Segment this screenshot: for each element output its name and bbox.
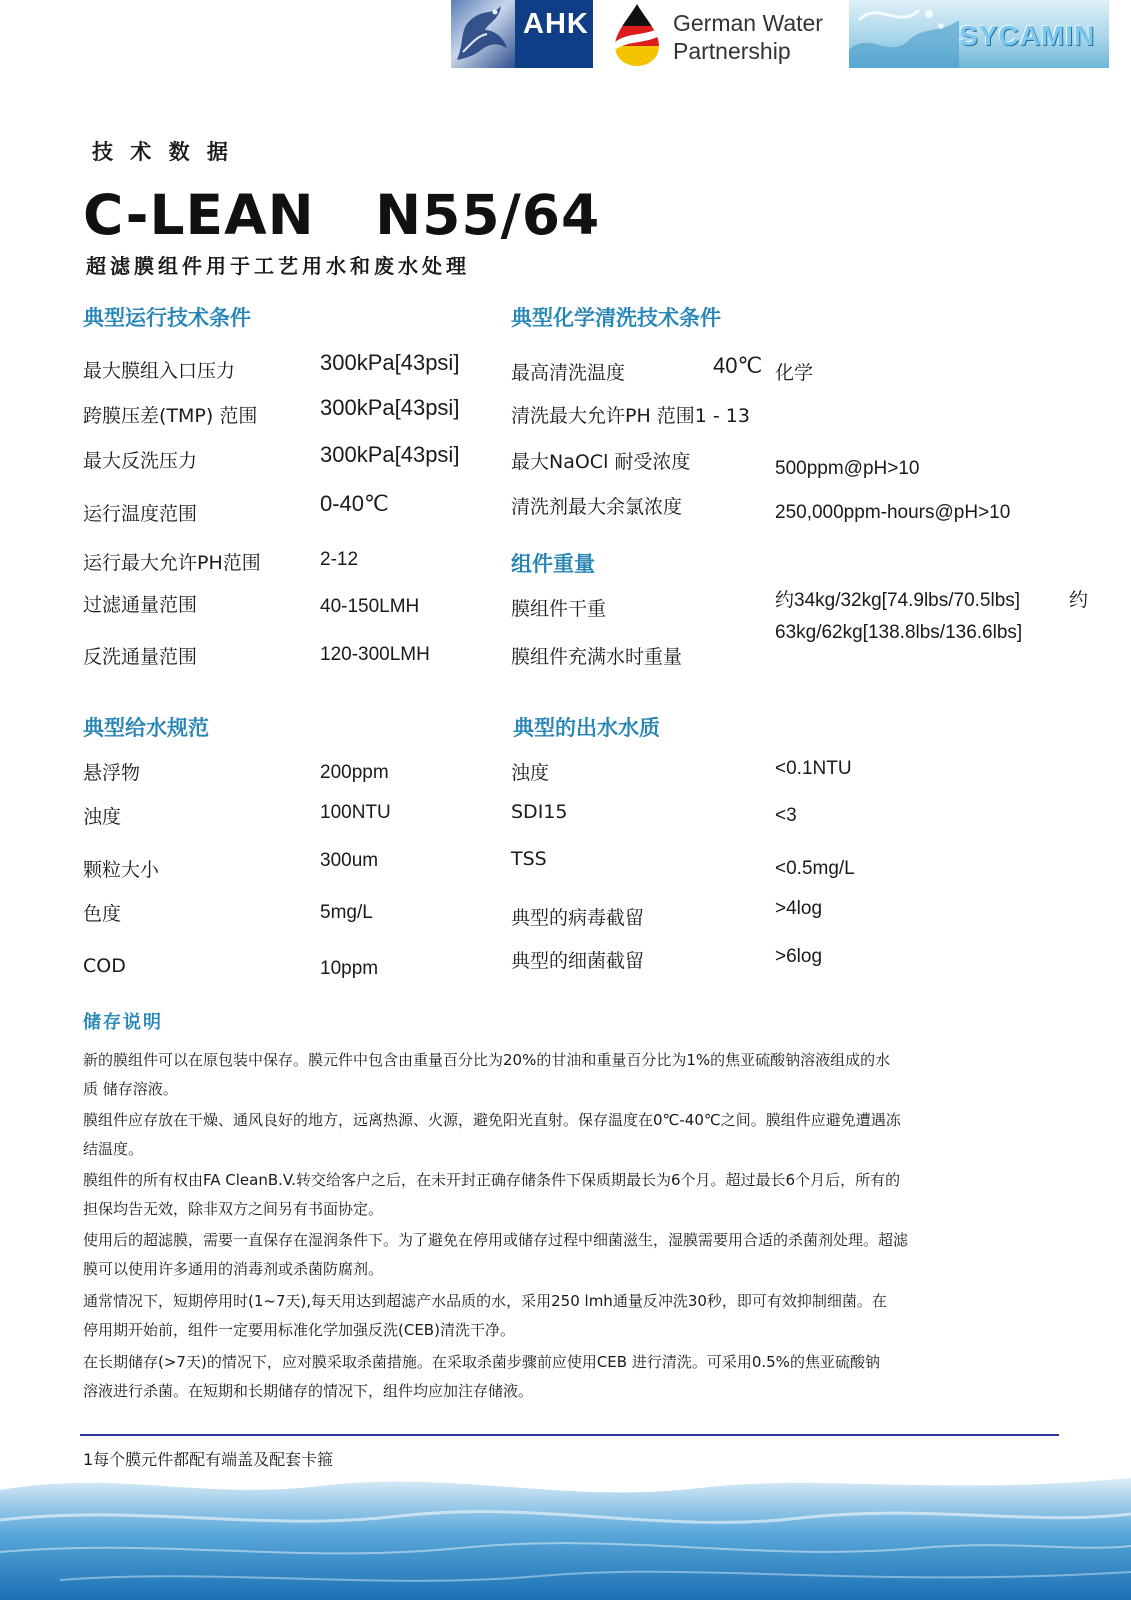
operation-heading: 典型运行技术条件 — [83, 306, 251, 330]
water-wave-background — [0, 1460, 1131, 1600]
product-subtitle: 超滤膜组件用于工艺用水和废水处理 — [86, 254, 470, 278]
weight-heading: 组件重量 — [511, 552, 595, 576]
operation-label: 运行温度范围 — [83, 503, 198, 525]
cleaning-heading: 典型化学清洗技术条件 — [511, 306, 721, 330]
operation-label: 运行最大允许PH范围 — [83, 552, 261, 574]
ahk-wordmark: AHK — [515, 0, 593, 68]
cleaning-value: 500ppm@pH>10 — [775, 458, 920, 479]
gwp-line-1: German Water — [673, 10, 823, 36]
footnote: 1每个膜元件都配有端盖及配套卡箍 — [83, 1450, 334, 1469]
cleaning-label: 清洗剂最大余氯浓度 — [511, 496, 683, 518]
feed-value: 10ppm — [320, 958, 379, 979]
operation-value: 40-150LMH — [320, 596, 420, 617]
flag-drop-icon — [611, 2, 663, 68]
operation-label: 最大膜组入口压力 — [83, 360, 236, 382]
paragraph-line: 停用期开始前，组件一定要用标准化学加强反洗(CEB)清洗干净。 — [83, 1321, 515, 1339]
effluent-value: >4log — [775, 898, 823, 919]
storage-paragraph — [83, 1046, 1003, 1104]
cleaning-label: 最大NaOCl 耐受浓度 — [511, 451, 691, 473]
ahk-logo — [451, 0, 593, 68]
effluent-value: <0.5mg/L — [775, 858, 855, 879]
storage-paragraph — [83, 1348, 1003, 1406]
cleaning-label: 清洗最大允许PH 范围1 - 13 — [511, 405, 750, 427]
paragraph-line: 通常情况下，短期停用时(1~7天),每天用达到超滤产水品质的水，采用250 lmh通量反冲洗30秒，即可有效抑制细菌。在 — [83, 1292, 887, 1310]
weight-label: 膜组件干重 — [511, 598, 607, 620]
storage-paragraph — [83, 1106, 1003, 1164]
gwp-line-2: Partnership — [673, 38, 791, 64]
sycamin-logo — [849, 0, 1109, 68]
feed-label: 浊度 — [83, 806, 122, 828]
paragraph-line: 使用后的超滤膜，需要一直保存在湿润条件下。为了避免在停用或储存过程中细菌滋生，湿膜需要用合适的杀菌剂处理。超滤 — [83, 1231, 909, 1249]
feed-value: 300um — [320, 850, 379, 871]
storage-heading: 储存说明 — [83, 1012, 163, 1033]
paragraph-line: 结温度。 — [83, 1140, 144, 1158]
weight-extra: 约 — [1069, 589, 1089, 611]
feed-label: 颗粒大小 — [83, 859, 160, 881]
product-title: C-LEAN N55/64 — [83, 183, 601, 247]
paragraph-line: 膜组件应存放在干燥、通风良好的地方，远离热源、火源，避免阳光直射。保存温度在0℃-40℃之间。膜组件应避免遭遇冻 — [83, 1111, 901, 1129]
paragraph-line: 质 储存溶液。 — [83, 1080, 178, 1098]
feed-heading: 典型给水规范 — [83, 716, 209, 740]
effluent-heading: 典型的出水水质 — [513, 716, 660, 740]
effluent-value: <0.1NTU — [775, 758, 852, 779]
effluent-value: <3 — [775, 805, 797, 826]
storage-paragraph — [83, 1226, 1003, 1284]
weight-value: 约34kg/32kg[74.9lbs/70.5lbs] — [775, 590, 1021, 611]
cleaning-label: 最高清洗温度 — [511, 362, 626, 384]
paragraph-line: 在长期储存(>7天)的情况下，应对膜采取杀菌措施。在采取杀菌步骤前应使用CEB 进行清洗。可采用0.5%的焦亚硫酸钠 — [83, 1353, 880, 1371]
feed-value: 5mg/L — [320, 902, 373, 923]
paragraph-line: 新的膜组件可以在原包装中保存。膜元件中包含由重量百分比为20%的甘油和重量百分比为1%的焦亚硫酸钠溶液组成的水 — [83, 1051, 891, 1069]
cleaning-value: 250,000ppm-hours@pH>10 — [775, 502, 1011, 523]
storage-paragraph — [83, 1166, 1003, 1224]
storage-paragraph — [83, 1287, 1003, 1345]
paragraph-line: 膜可以使用许多通用的消毒剂或杀菌防腐剂。 — [83, 1260, 384, 1278]
feed-label: 色度 — [83, 903, 122, 925]
operation-label: 反洗通量范围 — [83, 646, 198, 668]
cleaning-value: 40℃ — [713, 353, 763, 378]
operation-value: 300kPa[43psi] — [320, 442, 460, 467]
effluent-label: 典型的细菌截留 — [511, 950, 645, 972]
dragon-icon — [451, 0, 515, 68]
effluent-label: 浊度 — [511, 762, 550, 784]
weight-label: 膜组件充满水时重量 — [511, 646, 683, 668]
water-splash-icon — [849, 0, 959, 68]
feed-label: COD — [83, 955, 126, 977]
doc-label: 技 术 数 据 — [92, 140, 233, 164]
paragraph-line: 担保均告无效，除非双方之间另有书面协定。 — [83, 1200, 384, 1218]
feed-label: 悬浮物 — [83, 762, 141, 784]
effluent-label: 典型的病毒截留 — [511, 907, 645, 929]
operation-label: 过滤通量范围 — [83, 594, 198, 616]
german-water-partnership-logo — [611, 0, 841, 68]
paragraph-line: 膜组件的所有权由FA CleanB.V.转交给客户之后，在未开封正确存储条件下保质期最长为6个月。超过最长6个月后，所有的 — [83, 1171, 901, 1189]
operation-label: 最大反洗压力 — [83, 450, 198, 472]
operation-value: 300kPa[43psi] — [320, 350, 460, 375]
operation-value: 300kPa[43psi] — [320, 395, 460, 420]
effluent-value: >6log — [775, 946, 823, 967]
weight-value: 63kg/62kg[138.8lbs/136.6lbs] — [775, 622, 1023, 643]
footer-divider — [80, 1434, 1059, 1436]
feed-value: 200ppm — [320, 762, 389, 783]
operation-value: 0-40℃ — [320, 491, 389, 516]
sycamin-wordmark: SYCAMIN — [959, 20, 1096, 51]
operation-value: 2-12 — [320, 549, 359, 570]
cleaning-extra: 化学 — [775, 362, 814, 384]
effluent-label: SDI15 — [511, 801, 568, 823]
operation-label: 跨膜压差(TMP) 范围 — [83, 405, 258, 427]
effluent-label: TSS — [511, 848, 547, 870]
operation-value: 120-300LMH — [320, 644, 430, 665]
feed-value: 100NTU — [320, 802, 391, 823]
paragraph-line: 溶液进行杀菌。在短期和长期储存的情况下，组件均应加注存储液。 — [83, 1382, 534, 1400]
